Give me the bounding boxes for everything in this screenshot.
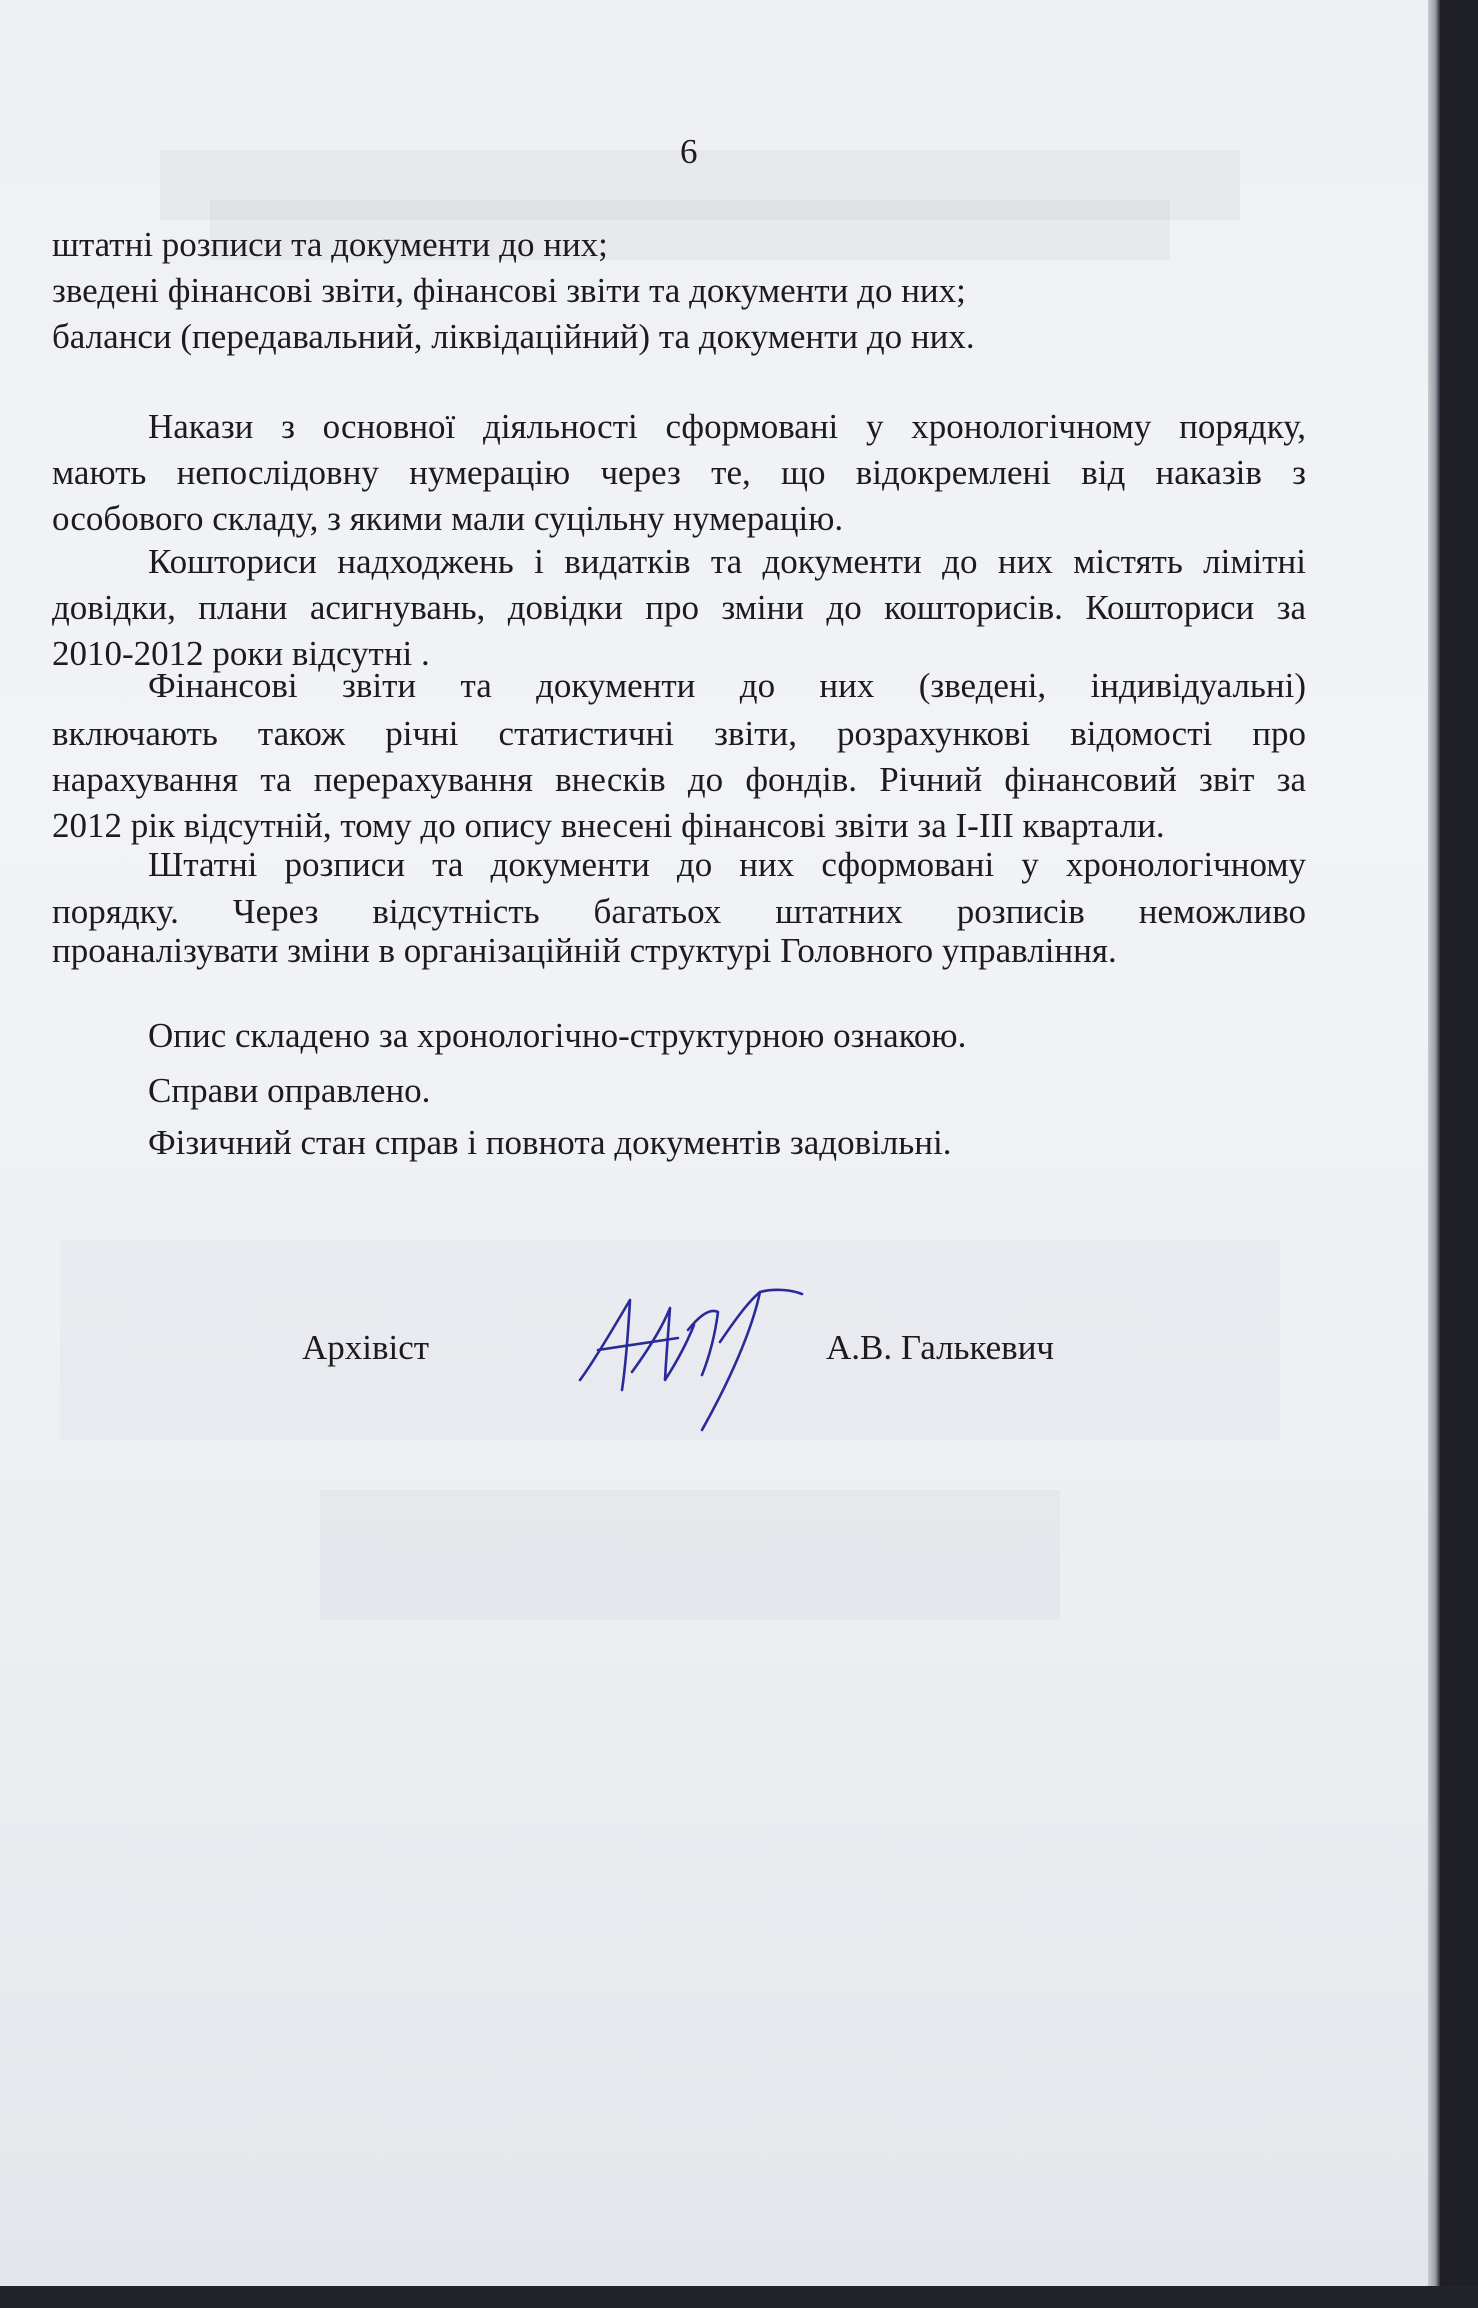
handwritten-signature <box>570 1280 830 1440</box>
intro-line: штатні розписи та документи до них; <box>52 225 608 264</box>
closing-line: Фізичний стан справ і повнота документів задовільні. <box>148 1123 952 1162</box>
intro-line: баланси (передавальний, ліквідаційний) та документи до них. <box>52 317 975 356</box>
signer-role: Архівіст <box>302 1328 430 1367</box>
paragraph-line: Фінансові звіти та документи до них (зведені, індивідуальні) <box>148 666 1306 705</box>
paragraph-line: включають також річні статистичні звіти, розрахункові відомості про <box>52 714 1306 753</box>
paragraph-line: особового складу, з якими мали суцільну нумерацію. <box>52 499 844 538</box>
intro-line: зведені фінансові звіти, фінансові звіти та документи до них; <box>52 271 966 310</box>
paragraph-line: нарахування та перерахування внесків до фондів. Річний фінансовий звіт за <box>52 760 1306 799</box>
background-strip <box>0 2286 1478 2308</box>
paragraph-line: Накази з основної діяльності сформовані у хронологічному порядку, <box>148 407 1306 446</box>
paragraph-line: порядку. Через відсутність багатьох штатних розписів неможливо <box>52 892 1306 931</box>
paragraph-line: Кошториси надходжень і видатків та документи до них містять лімітні <box>148 542 1306 581</box>
show-through-shadow <box>320 1490 1060 1620</box>
paragraph-line: 2010-2012 роки відсутні . <box>52 634 430 673</box>
paragraph-line: 2012 рік відсутній, тому до опису внесені фінансові звіти за І-ІІІ квартали. <box>52 806 1165 845</box>
page-number: 6 <box>680 132 698 171</box>
closing-line: Справи оправлено. <box>148 1071 431 1110</box>
paragraph-line: мають непослідовну нумерацію через те, що відокремлені від наказів з <box>52 453 1306 492</box>
paragraph-line: Штатні розписи та документи до них сформовані у хронологічному <box>148 845 1306 884</box>
closing-line: Опис складено за хронологічно-структурною ознакою. <box>148 1016 967 1055</box>
signer-name: А.В. Галькевич <box>826 1328 1055 1367</box>
paragraph-line: довідки, плани асигнувань, довідки про зміни до кошторисів. Кошториси за <box>52 588 1306 627</box>
page-edge <box>1428 0 1440 2300</box>
paragraph-line: проаналізувати зміни в організаційній структурі Головного управління. <box>52 931 1117 970</box>
